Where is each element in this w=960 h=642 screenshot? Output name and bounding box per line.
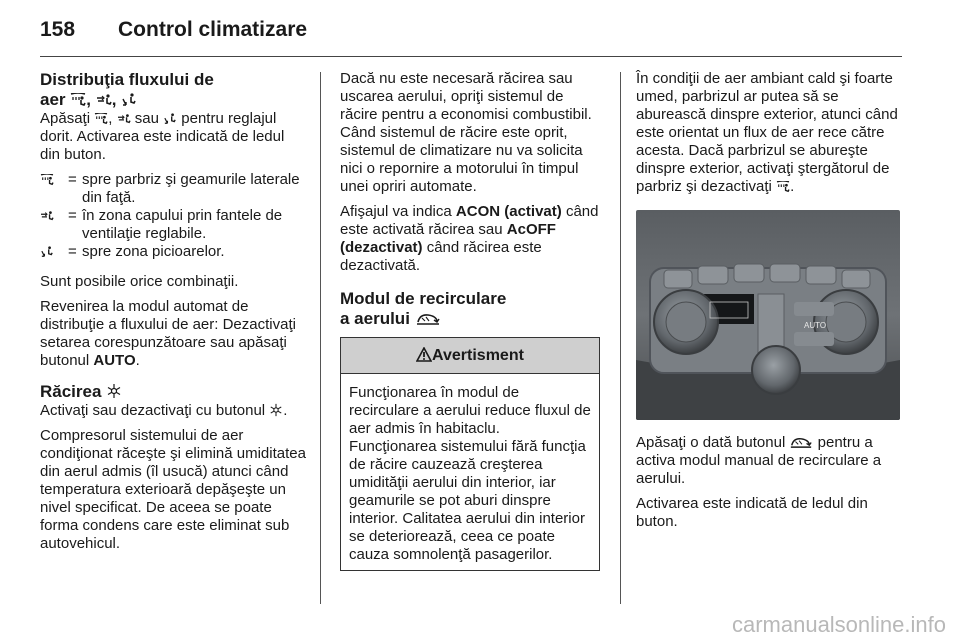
warning-triangle-icon: [416, 347, 432, 362]
section-heading-cooling: Răcirea: [40, 382, 308, 402]
section-heading-airflow: Distribuţia fluxului de aer , ,: [40, 70, 214, 109]
definition-row: = spre zona picioarelor.: [40, 243, 308, 261]
page-header: [40, 18, 307, 42]
header-rule: [40, 56, 902, 57]
warning-box: [340, 337, 600, 571]
led-paragraph: Activarea este indicată de ledul din buton.: [636, 495, 868, 530]
foot-airflow-icon: [40, 246, 54, 258]
display-paragraph: Afişajul va indica ACON (activat) când este activată răcirea sau AcOFF (dezactivat) când răcirea este dezactivată.: [340, 203, 599, 274]
auto-return-paragraph: Revenirea la modul automat de distribuţie a fluxului de aer: Dezactivaţi setarea corespunzătoare sau apăsaţi butonul AUTO.: [40, 298, 296, 369]
cooling-off-paragraph: Dacă nu este necesară răcirea sau uscarea aerului, opriţi sistemul de răcire pentru a economisi combustibil. Când sistemul de răcire este oprit, sistemul de climatizare nu va solicita nici o repornire a motorului în timpul unei opriri automate.: [340, 70, 592, 195]
windscreen-airflow-icon: [70, 93, 86, 107]
combinations-paragraph: Sunt posibile orice combinaţii.: [40, 273, 239, 290]
warning-header: [341, 338, 599, 374]
recirculation-icon: [415, 312, 441, 326]
column-divider-2: [620, 72, 621, 604]
airflow-definitions: [40, 171, 308, 261]
definition-row: = spre parbriz şi geamurile laterale din faţă.: [40, 171, 308, 207]
head-airflow-icon: [117, 113, 131, 125]
page-title: Control climatizare: [118, 18, 308, 41]
recirculation-press-paragraph: Apăsaţi o dată butonul pentru a activa modul manual de recirculare a aerului.: [636, 434, 882, 487]
warning-title: Avertisment: [432, 347, 524, 364]
warning-body: Funcţionarea în modul de recirculare a aerului reduce fluxul de aer admis în habitaclu. Funcţionarea sistemului fără funcţia de răcire cauzează creşterea umidităţii aerului din interior, iar geamurile se pot aburi dinspre interior. Calitatea aerului din interior se deteriorează, ceea ce poate cauza somnolenţă pasagerilor.: [349, 384, 591, 563]
airflow-paragraph: Apăsaţi , sau pentru reglajul dorit. Activarea este indicată de ledul din buton.: [40, 110, 285, 163]
column-2: [340, 70, 605, 571]
cooling-toggle-paragraph: Activaţi sau dezactivaţi cu butonul .: [40, 402, 288, 419]
foot-airflow-icon: [121, 93, 137, 107]
head-airflow-icon: [96, 93, 112, 107]
watermark: carmanualsonline.info: [731, 612, 946, 637]
column-divider-1: [320, 72, 321, 604]
compressor-paragraph: Compresorul sistemului de aer condiţionat răceşte şi elimină umiditatea din aerul admis (îl usucă) atunci când temperatura exterioară depăşeşte un nivel specificat. De aceea se poate forma condens care este eliminat sub autovehicul.: [40, 427, 306, 552]
snowflake-icon: [269, 403, 283, 417]
foot-airflow-icon: [163, 113, 177, 125]
photo-auto-label: AUTO: [804, 321, 827, 330]
snowflake-icon: [106, 383, 122, 399]
windscreen-airflow-icon: [94, 113, 108, 125]
section-heading-recirculation: Modul de recirculare a aerului: [340, 289, 507, 328]
fogging-paragraph: În condiţii de aer ambiant cald şi foarte umed, parbrizul ar putea să se aburească dinspre exterior, atunci când este orientat un flux de aer rece către acesta. Dacă parbrizul se abureşte dinspre exterior, activaţi ştergătorul de parbriz şi dezactivaţi .: [636, 70, 898, 195]
page-number: 158: [40, 18, 76, 41]
climate-control-photo: [636, 210, 900, 420]
column-1: [40, 70, 308, 560]
windscreen-airflow-icon: [40, 174, 54, 186]
column-3: [636, 70, 904, 538]
windscreen-airflow-icon: [776, 181, 790, 193]
recirculation-icon: [789, 436, 813, 449]
definition-row: = în zona capului prin fantele de ventilaţie reglabile.: [40, 207, 308, 243]
head-airflow-icon: [40, 210, 54, 222]
